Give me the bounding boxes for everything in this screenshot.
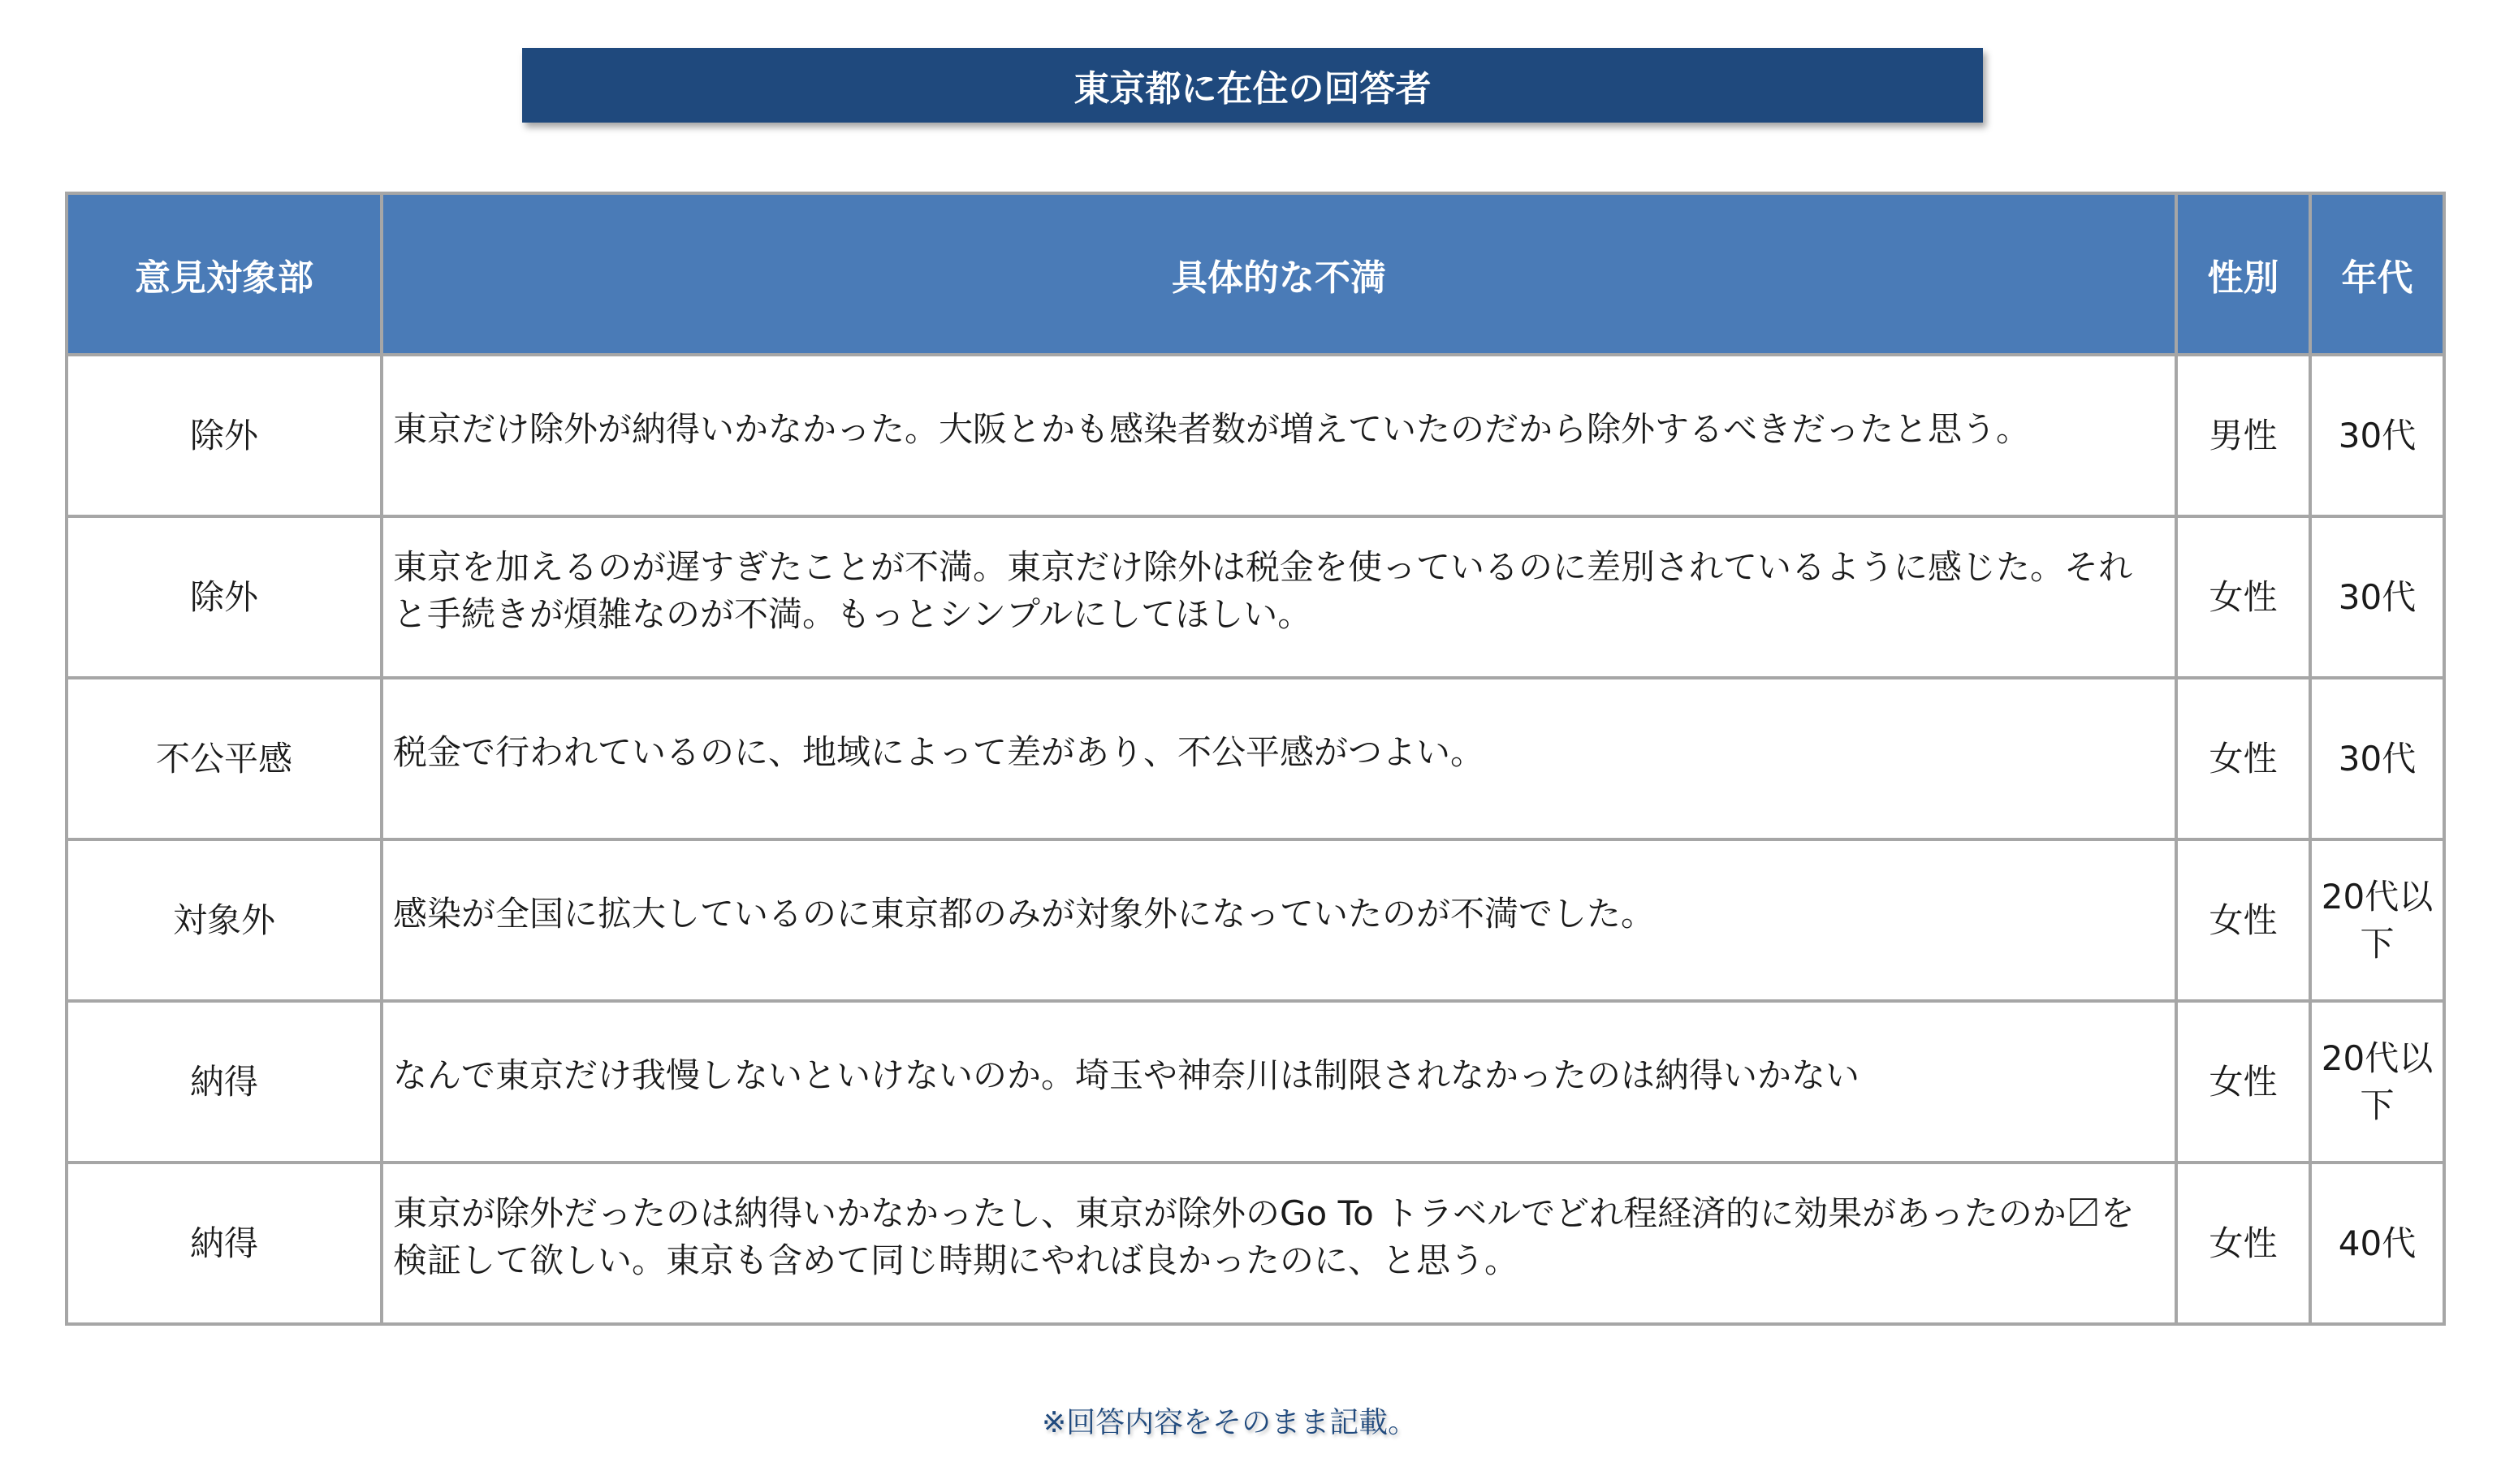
cell-sex: 女性 bbox=[2176, 678, 2310, 839]
cell-dept: 納得 bbox=[67, 1001, 382, 1163]
cell-complaint bbox=[382, 1163, 2176, 1324]
footnote: ※回答内容をそのまま記載。 bbox=[1042, 1406, 1418, 1439]
table-row bbox=[67, 516, 2444, 678]
cell-dept: 除外 bbox=[67, 516, 382, 678]
cell-age: 30代 bbox=[2310, 678, 2444, 839]
cell-complaint bbox=[382, 1001, 2176, 1163]
column-header-dept: 意見対象部 bbox=[67, 193, 382, 355]
cell-complaint bbox=[382, 516, 2176, 678]
complaint-text: 感染が全国に拡大しているのに東京都のみが対象外になっていたのが不満でした。 bbox=[393, 893, 1656, 934]
column-header-age: 年代 bbox=[2310, 193, 2444, 355]
cell-age: 30代 bbox=[2310, 516, 2444, 678]
cell-dept: 不公平感 bbox=[67, 678, 382, 839]
complaint-text: 東京が除外だったのは納得いかなかったし、東京が除外のGo To トラベルでどれ程経済的に効果があったのか〼を検証して欲しい。東京も含めて同じ時期にやれば良かったのに、と思う。 bbox=[393, 1193, 2135, 1280]
table-row bbox=[67, 1001, 2444, 1163]
page-title: 東京都に在住の回答者 bbox=[522, 48, 1983, 123]
cell-dept: 対象外 bbox=[67, 839, 382, 1001]
cell-complaint bbox=[382, 355, 2176, 516]
table-row bbox=[67, 678, 2444, 839]
cell-dept: 納得 bbox=[67, 1163, 382, 1324]
cell-sex: 女性 bbox=[2176, 516, 2310, 678]
cell-age: 20代以下 bbox=[2310, 1001, 2444, 1163]
responses-table bbox=[65, 192, 2446, 1326]
column-header-complaint: 具体的な不満 bbox=[382, 193, 2176, 355]
table-row bbox=[67, 1163, 2444, 1324]
cell-sex: 女性 bbox=[2176, 839, 2310, 1001]
table-row bbox=[67, 355, 2444, 516]
table-row bbox=[67, 839, 2444, 1001]
cell-sex: 女性 bbox=[2176, 1163, 2310, 1324]
column-header-sex: 性別 bbox=[2176, 193, 2310, 355]
cell-complaint bbox=[382, 678, 2176, 839]
cell-dept: 除外 bbox=[67, 355, 382, 516]
cell-complaint bbox=[382, 839, 2176, 1001]
table-header-row bbox=[67, 193, 2444, 355]
cell-sex: 男性 bbox=[2176, 355, 2310, 516]
cell-age: 40代 bbox=[2310, 1163, 2444, 1324]
complaint-text: 税金で行われているのに、地域によって差があり、不公平感がつよい。 bbox=[393, 731, 1485, 772]
complaint-text: 東京だけ除外が納得いかなかった。大阪とかも感染者数が増えていたのだから除外するべきだったと思う。 bbox=[393, 408, 2031, 449]
cell-sex: 女性 bbox=[2176, 1001, 2310, 1163]
cell-age: 30代 bbox=[2310, 355, 2444, 516]
complaint-text: なんで東京だけ我慢しないといけないのか。埼玉や神奈川は制限されなかったのは納得いかない bbox=[393, 1055, 1860, 1095]
complaint-text: 東京を加えるのが遅すぎたことが不満。東京だけ除外は税金を使っているのに差別されているように感じた。それと手続きが煩雑なのが不満。もっとシンプルにしてほしい。 bbox=[393, 546, 2133, 634]
cell-age: 20代以下 bbox=[2310, 839, 2444, 1001]
